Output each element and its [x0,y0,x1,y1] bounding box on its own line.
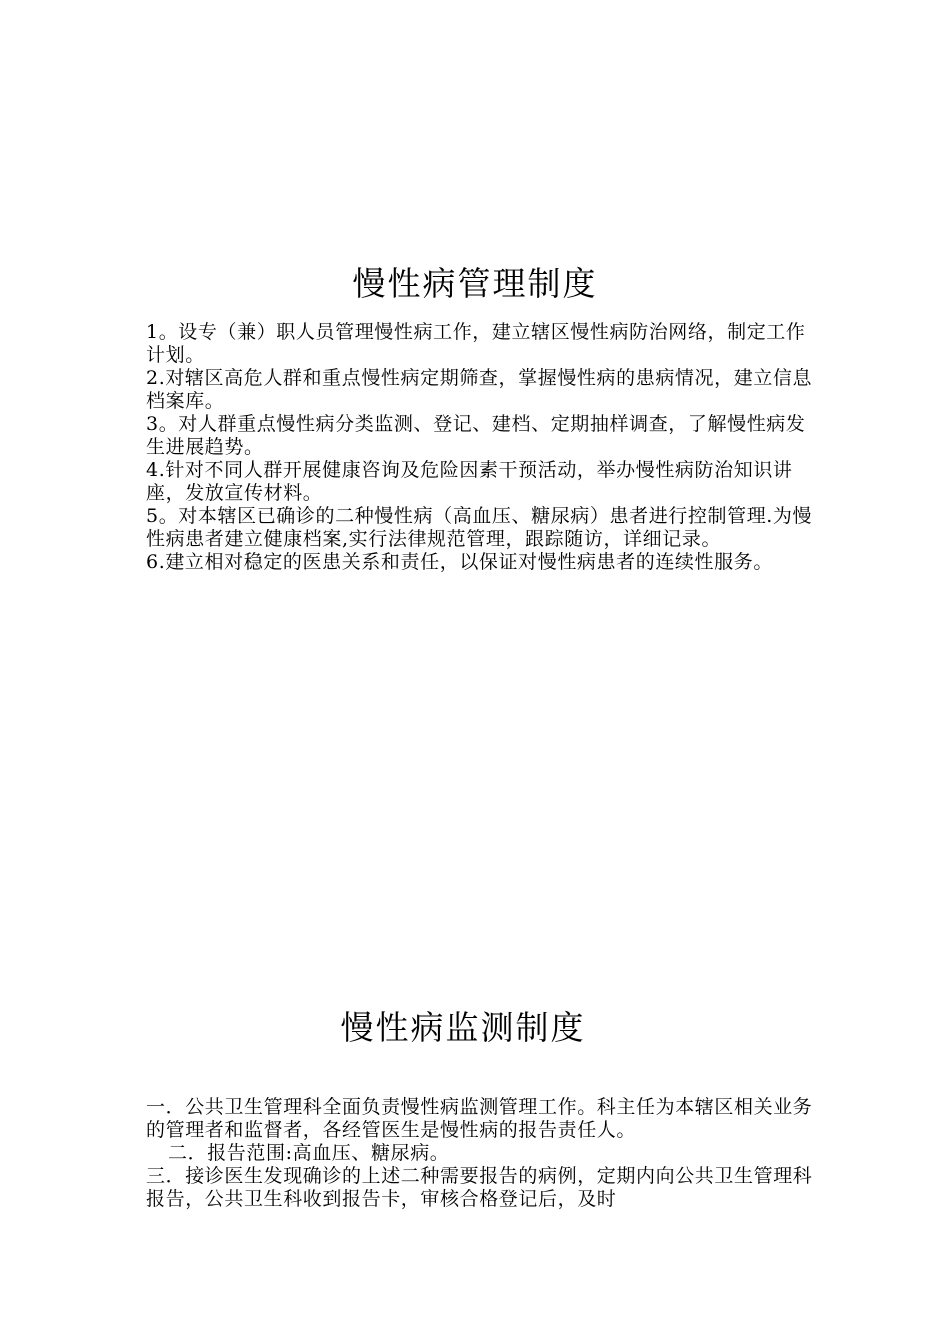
management-rule-1: 1。设专（兼）职人员管理慢性病工作，建立辖区慢性病防治网络，制定工作计划。 [146,321,806,366]
management-rule-4: 4.针对不同人群开展健康咨询及危险因素干预活动，举办慢性病防治知识讲座，发放宣传材料。 [146,459,793,504]
management-rule-2: 2.对辖区高危人群和重点慢性病定期筛查，掌握慢性病的患病情况，建立信息档案库。 [146,367,813,412]
monitoring-rule-2: 二．报告范围:高血压、糖尿病。 [168,1142,450,1164]
management-rule-6: 6.建立相对稳定的医患关系和责任，以保证对慢性病患者的连续性服务。 [146,551,773,573]
page-title-chronic-disease-monitoring: 慢性病监测制度 [340,1008,586,1047]
monitoring-rule-3: 三．接诊医生发现确诊的上述二种需要报告的病例，定期内向公共卫生管理科报告，公共卫生科收到报告卡，审核合格登记后，及时 [146,1165,813,1210]
management-rule-3: 3。对人群重点慢性病分类监测、登记、建档、定期抽样调查，了解慢性病发生进展趋势。 [146,413,806,458]
monitoring-rule-1: 一．公共卫生管理科全面负责慢性病监测管理工作。科主任为本辖区相关业务的管理者和监督者，各经管医生是慢性病的报告责任人。 [146,1096,813,1141]
page-title-chronic-disease-management: 慢性病管理制度 [352,264,598,303]
management-rule-5: 5。对本辖区已确诊的二种慢性病（高血压、糖尿病）患者进行控制管理.为慢性病患者建立健康档案,实行法律规范管理，跟踪随访，详细记录。 [146,505,813,550]
management-rules-list [146,321,816,574]
monitoring-rules-list [146,1096,816,1211]
